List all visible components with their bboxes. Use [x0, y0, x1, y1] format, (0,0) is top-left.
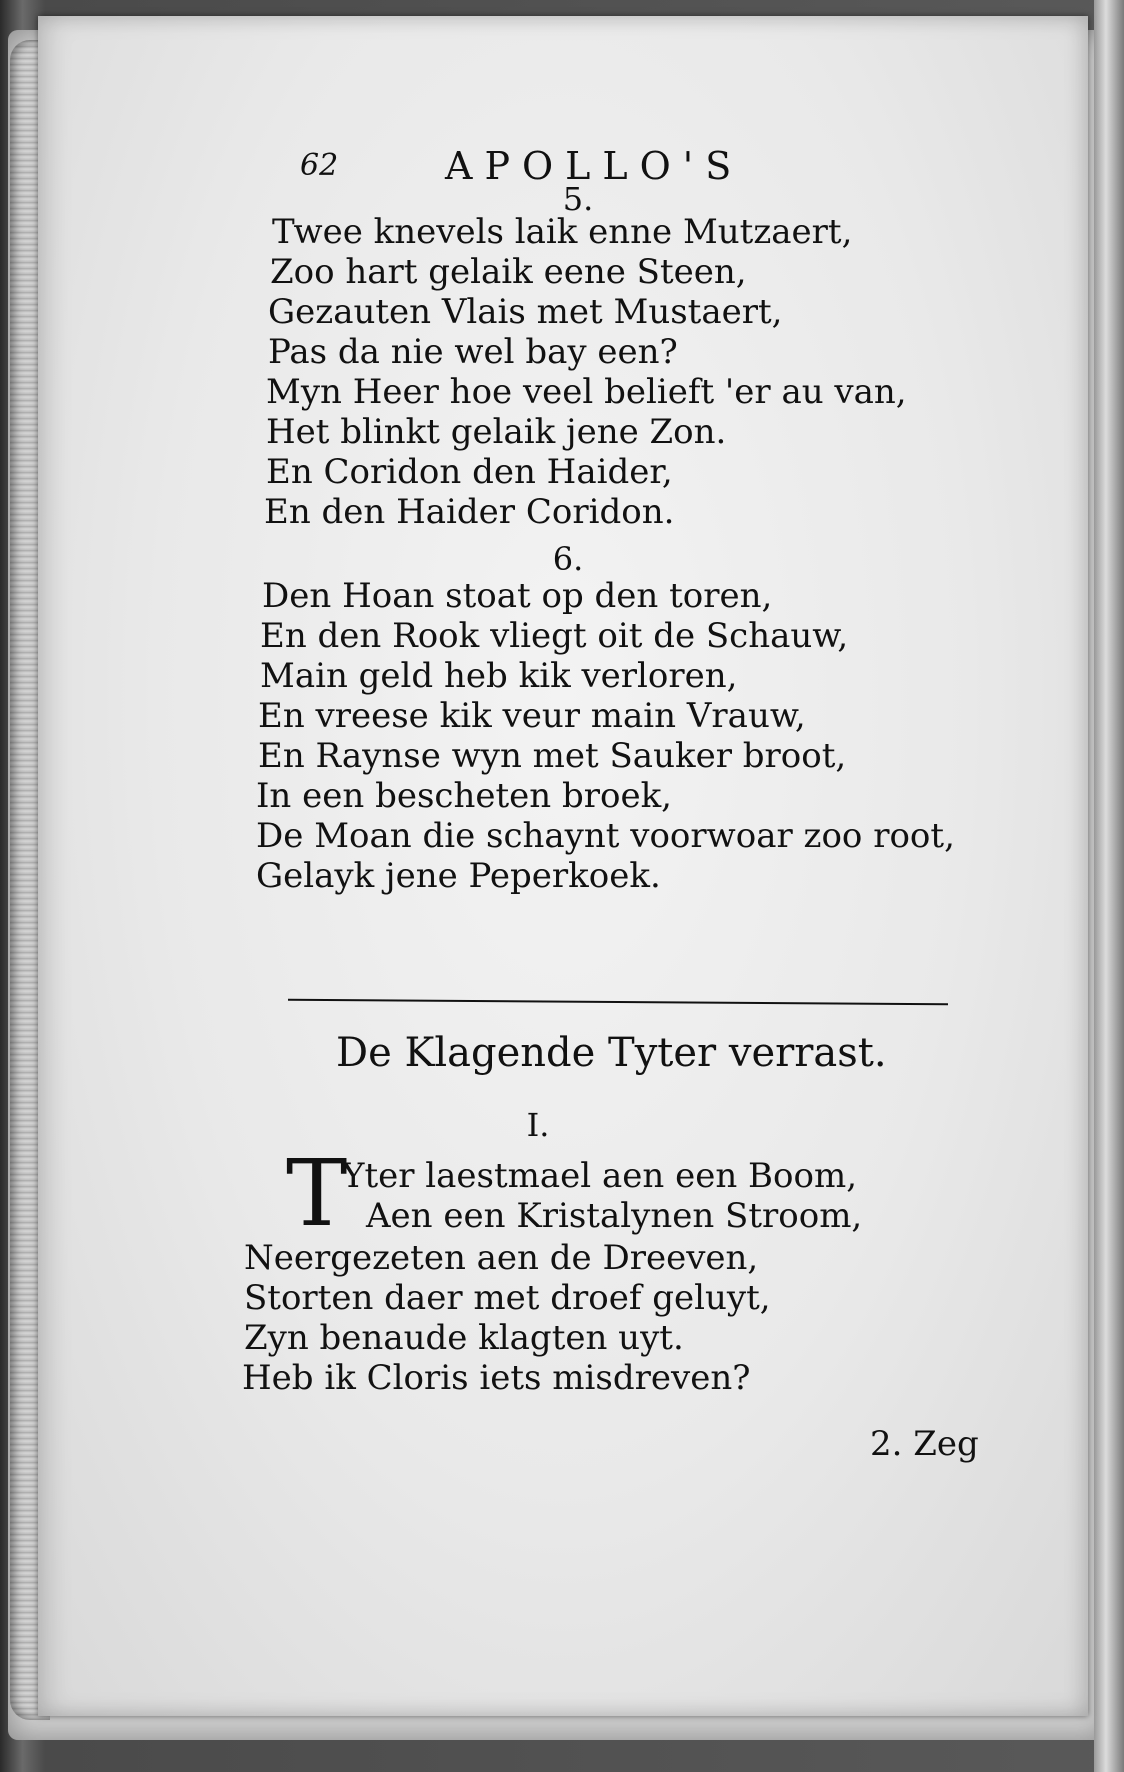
verse-line: Gezauten Vlais met Mustaert, [268, 292, 783, 332]
verse-line: Storten daer met droef geluyt, [244, 1278, 771, 1318]
verse-line: Myn Heer hoe veel belieft 'er au van, [266, 372, 907, 412]
verse-line: Heb ik Cloris iets misdreven? [242, 1358, 751, 1398]
book-edge-right [1094, 0, 1124, 1772]
verse-line: En vreese kik veur main Vrauw, [258, 696, 806, 736]
catchword: 2. Zeg [870, 1424, 979, 1464]
verse-line: Yter laestmael aen een Boom, [342, 1156, 857, 1196]
verse-line: Aen een Kristalynen Stroom, [366, 1196, 863, 1236]
verse-line: Twee knevels laik enne Mutzaert, [272, 212, 853, 252]
stanza-number: I. [526, 1106, 550, 1144]
verse-line: Zoo hart gelaik eene Steen, [270, 252, 747, 292]
stanza-number: 5. [562, 180, 594, 218]
verse-line: En den Rook vliegt oit de Schauw, [260, 616, 849, 656]
verse-line: Neergezeten aen de Dreeven, [244, 1238, 759, 1278]
stanza-number: 6. [552, 540, 584, 578]
drop-cap: T [286, 1140, 348, 1247]
verse-line: Gelayk jene Peperkoek. [256, 856, 661, 896]
verse-line: Pas da nie wel bay een? [268, 332, 678, 372]
running-head: APOLLO'S [445, 144, 744, 188]
verse-line: En Raynse wyn met Sauker broot, [258, 736, 847, 776]
verse-line: En Coridon den Haider, [266, 452, 673, 492]
verse-line: In een bescheten broek, [256, 776, 672, 816]
verse-line: Het blinkt gelaik jene Zon. [266, 412, 727, 452]
section-divider [288, 999, 948, 1006]
page-number: 62 [300, 148, 339, 183]
verse-line: Main geld heb kik verloren, [260, 656, 738, 696]
book-page [38, 16, 1088, 1716]
verse-line: En den Haider Coridon. [264, 492, 675, 532]
verse-line: Zyn benaude klagten uyt. [244, 1318, 684, 1358]
verse-line: Den Hoan stoat op den toren, [262, 576, 773, 616]
poem-title: De Klagende Tyter verrast. [336, 1030, 887, 1076]
verse-line: De Moan die schaynt voorwoar zoo root, [256, 816, 955, 856]
